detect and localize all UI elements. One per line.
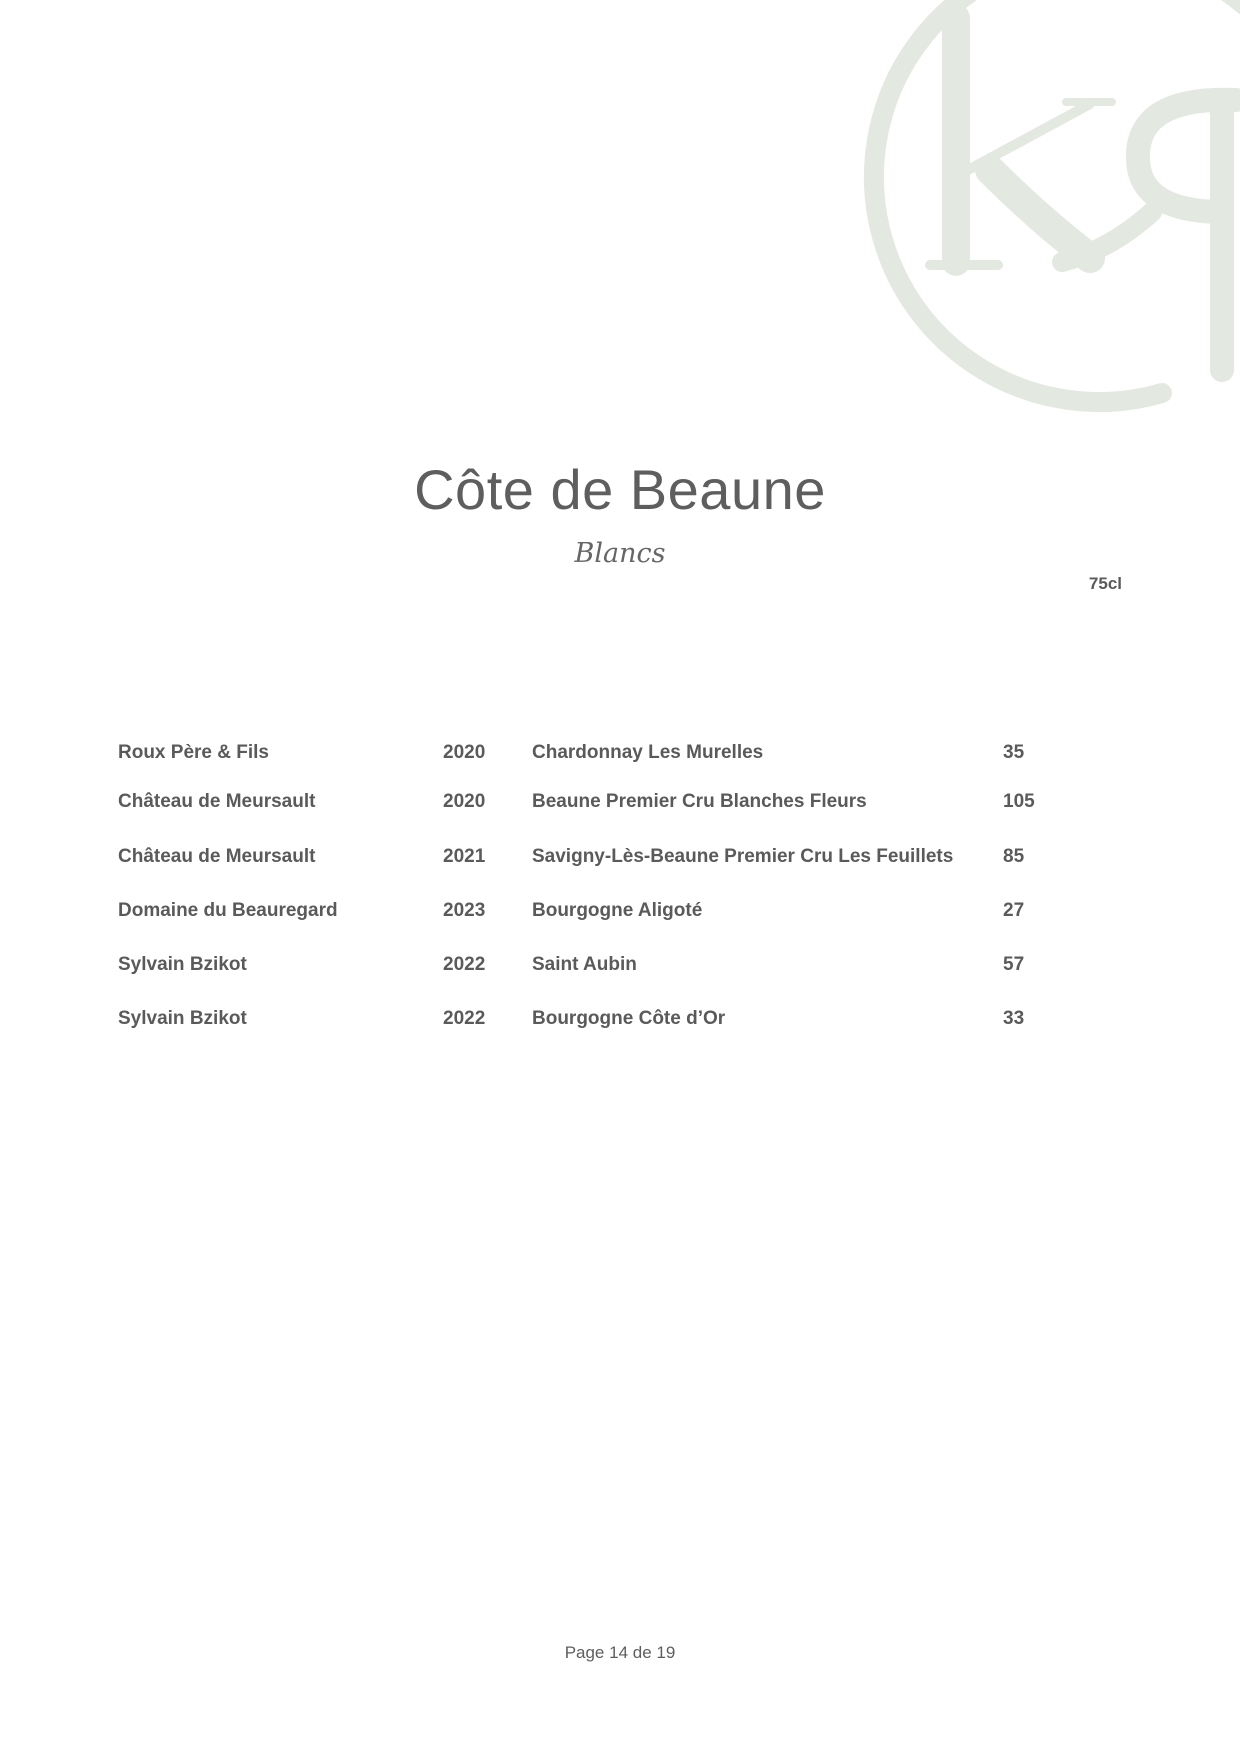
wine-vintage: 2021 bbox=[443, 846, 486, 867]
wine-producer: Château de Meursault bbox=[118, 791, 316, 812]
wine-row bbox=[0, 896, 1240, 926]
wine-name: Bourgogne Côte d’Or bbox=[532, 1008, 726, 1029]
logo-k-leg bbox=[990, 170, 1090, 258]
wine-row bbox=[0, 738, 1240, 768]
wine-producer: Domaine du Beauregard bbox=[118, 900, 338, 921]
wine-name: Beaune Premier Cru Blanches Fleurs bbox=[532, 791, 867, 812]
page-number: Page 14 de 19 bbox=[564, 1643, 676, 1662]
wine-producer: Sylvain Bzikot bbox=[118, 1008, 247, 1029]
wine-row bbox=[0, 950, 1240, 980]
logo-ring bbox=[874, 0, 1240, 402]
wine-producer: Sylvain Bzikot bbox=[118, 954, 247, 975]
wine-name: Bourgogne Aligoté bbox=[532, 900, 703, 921]
wine-vintage: 2023 bbox=[443, 900, 486, 921]
wine-price: 85 bbox=[1003, 846, 1025, 867]
wine-name: Chardonnay Les Murelles bbox=[532, 742, 764, 763]
wine-vintage: 2020 bbox=[443, 791, 486, 812]
wine-price: 27 bbox=[1003, 900, 1025, 921]
wine-vintage: 2020 bbox=[443, 742, 486, 763]
wine-row bbox=[0, 787, 1240, 817]
wine-vintage: 2022 bbox=[443, 954, 486, 975]
bottle-size-label: 75cl bbox=[1088, 574, 1122, 593]
wine-vintage: 2022 bbox=[443, 1008, 486, 1029]
wine-row bbox=[0, 1004, 1240, 1034]
section-title: Côte de Beaune bbox=[414, 458, 826, 521]
wine-price: 35 bbox=[1003, 742, 1025, 763]
wine-name: Saint Aubin bbox=[532, 954, 637, 975]
wine-producer: Roux Père & Fils bbox=[118, 742, 269, 763]
wine-name: Savigny-Lès-Beaune Premier Cru Les Feuillets bbox=[532, 846, 954, 867]
wine-row bbox=[0, 842, 1240, 872]
section-subtitle: Blancs bbox=[574, 538, 666, 569]
wine-price: 105 bbox=[1003, 791, 1035, 812]
wine-price: 33 bbox=[1003, 1008, 1025, 1029]
wine-producer: Château de Meursault bbox=[118, 846, 316, 867]
wine-price: 57 bbox=[1003, 954, 1025, 975]
logo-r-bowl bbox=[1138, 100, 1236, 212]
